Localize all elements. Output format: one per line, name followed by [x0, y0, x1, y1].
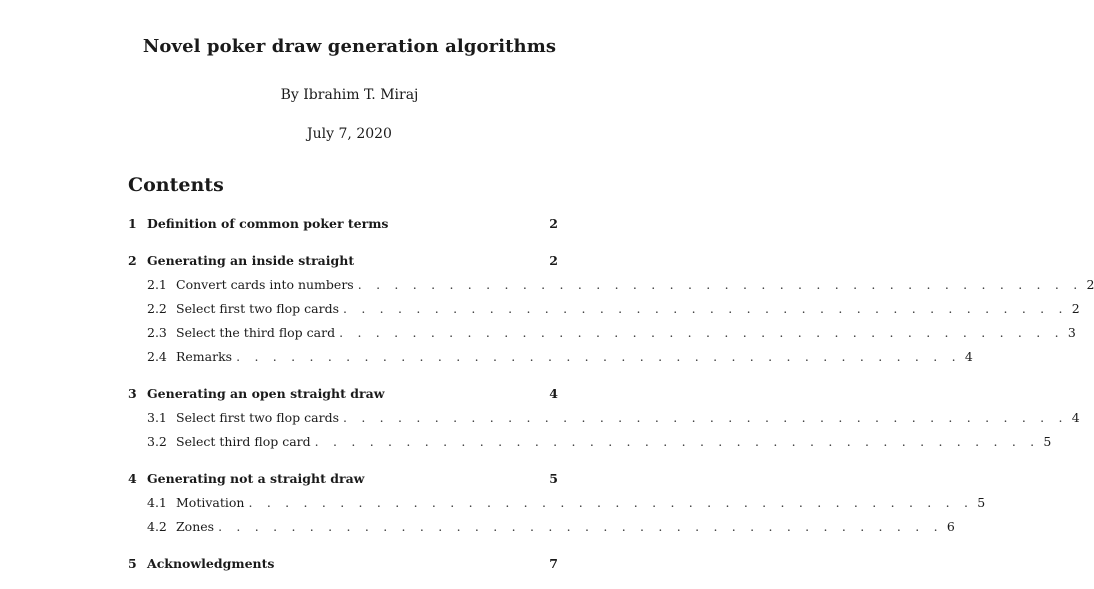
document-date: July 7, 2020 — [307, 126, 392, 142]
toc-number: 4.2 — [147, 519, 167, 534]
toc-dot-leader: . . . . . . . . . . . . . . . . . . . . . . . . . . . . . . . . . . . . . . . . — [218, 519, 943, 534]
toc-subsection-4-2[interactable] — [128, 519, 955, 539]
toc-page: 2 — [1071, 301, 1080, 316]
toc-number: 3.1 — [147, 410, 167, 425]
toc-title: Zones — [176, 519, 215, 534]
toc-page: 5 — [549, 471, 558, 486]
toc-dot-leader: . . . . . . . . . . . . . . . . . . . . . . . . . . . . . . . . . . . . . . . . — [342, 301, 1068, 316]
toc-title: Select third flop card — [176, 434, 311, 449]
toc-number: 1 — [128, 216, 137, 231]
toc-title: Select first two flop cards — [176, 301, 339, 316]
toc-page: 2 — [549, 216, 558, 231]
toc-subsection-3-2[interactable] — [128, 434, 1052, 454]
toc-page: 7 — [549, 556, 558, 571]
toc-page: 6 — [946, 519, 955, 534]
toc-subsection-2-1[interactable] — [128, 277, 1094, 297]
toc-page: 2 — [1086, 277, 1094, 292]
toc-page: 5 — [1043, 434, 1052, 449]
toc-dot-leader: . . . . . . . . . . . . . . . . . . . . . . . . . . . . . . . . . . . . . . . . — [357, 277, 1083, 292]
toc-page: 3 — [1067, 325, 1076, 340]
toc-title: Definition of common poker terms — [147, 216, 389, 231]
toc-dot-leader: . . . . . . . . . . . . . . . . . . . . . . . . . . . . . . . . . . . . . . . . — [248, 495, 974, 510]
toc-number: 2.3 — [147, 325, 167, 340]
toc-number: 2 — [128, 253, 137, 268]
toc-page: 2 — [549, 253, 558, 268]
toc-title: Acknowledgments — [147, 556, 275, 571]
toc-dot-leader: . . . . . . . . . . . . . . . . . . . . . . . . . . . . . . . . . . . . . . . . — [342, 410, 1068, 425]
toc-dot-leader: . . . . . . . . . . . . . . . . . . . . . . . . . . . . . . . . . . . . . . . . — [236, 349, 961, 364]
toc-title: Generating not a straight draw — [147, 471, 365, 486]
document-author: By Ibrahim T. Miraj — [280, 87, 419, 103]
toc-number: 2.2 — [147, 301, 167, 316]
toc-number: 2.4 — [147, 349, 167, 364]
toc-page: 4 — [549, 386, 558, 401]
toc-dot-leader: . . . . . . . . . . . . . . . . . . . . . . . . . . . . . . . . . . . . . . . . — [314, 434, 1040, 449]
toc-section-2[interactable] — [128, 253, 558, 273]
toc-title: Remarks — [176, 349, 233, 364]
toc-subsection-2-2[interactable] — [128, 301, 1080, 321]
toc-number: 4.1 — [147, 495, 167, 510]
toc-page: 4 — [964, 349, 973, 364]
toc-number: 3.2 — [147, 434, 167, 449]
toc-title: Convert cards into numbers — [176, 277, 354, 292]
toc-section-4[interactable] — [128, 471, 558, 491]
toc-title: Generating an inside straight — [147, 253, 355, 268]
toc-number: 5 — [128, 556, 137, 571]
toc-section-5[interactable] — [128, 556, 558, 576]
toc-number: 3 — [128, 386, 137, 401]
toc-number: 4 — [128, 471, 137, 486]
toc-section-1[interactable] — [128, 216, 558, 236]
toc-title: Select first two flop cards — [176, 410, 339, 425]
toc-subsection-2-3[interactable] — [128, 325, 1076, 345]
toc-page: 5 — [977, 495, 986, 510]
toc-title: Generating an open straight draw — [147, 386, 385, 401]
toc-subsection-2-4[interactable] — [128, 349, 973, 369]
toc-section-3[interactable] — [128, 386, 558, 406]
toc-number: 2.1 — [147, 277, 167, 292]
toc-title: Motivation — [176, 495, 245, 510]
document-title: Novel poker draw generation algorithms — [142, 36, 557, 57]
toc-title: Select the third flop card — [176, 325, 336, 340]
toc-dot-leader: . . . . . . . . . . . . . . . . . . . . . . . . . . . . . . . . . . . . . . . . — [339, 325, 1064, 340]
contents-heading: Contents — [128, 174, 224, 196]
toc-subsection-3-1[interactable] — [128, 410, 1080, 430]
toc-subsection-4-1[interactable] — [128, 495, 986, 515]
toc-page: 4 — [1071, 410, 1080, 425]
